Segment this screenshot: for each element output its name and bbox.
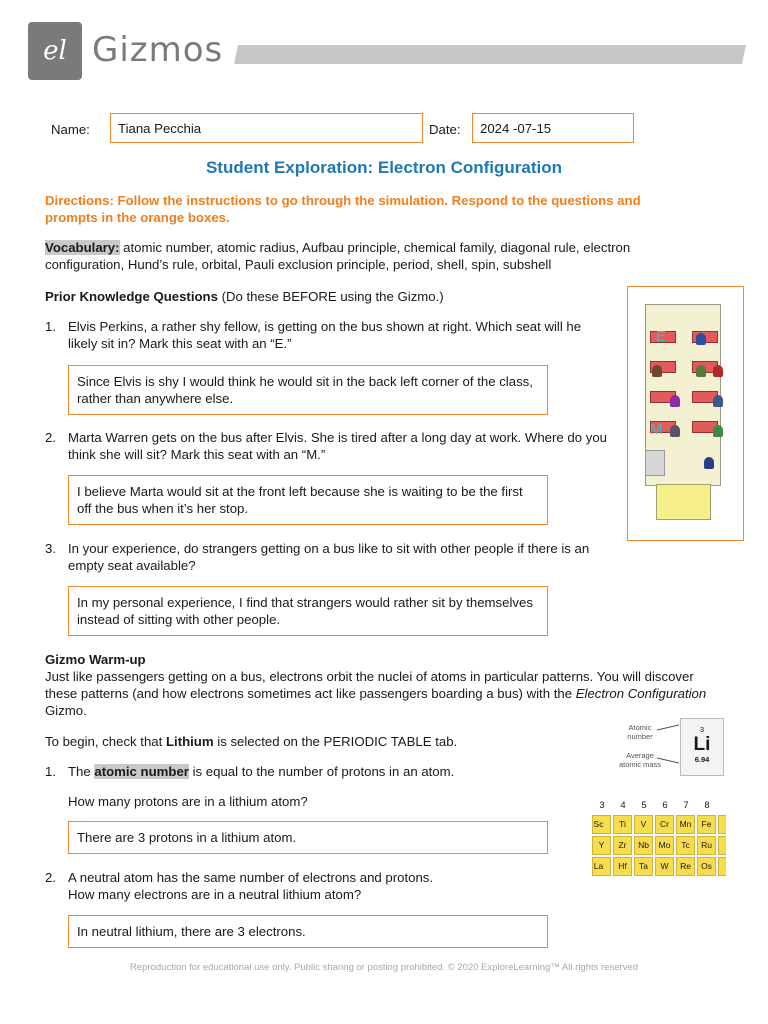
element-cell[interactable]: V: [634, 815, 653, 834]
passenger-icon: [670, 395, 680, 407]
group-header: 6: [662, 800, 668, 811]
element-cell[interactable]: Sc: [592, 815, 611, 834]
element-cell[interactable]: Ta: [634, 857, 653, 876]
average-mass-callout: Average atomic mass: [618, 751, 662, 769]
begin-lithium: Lithium: [165, 734, 214, 749]
element-cell[interactable]: Nb: [634, 836, 653, 855]
element-cell[interactable]: Y: [592, 836, 611, 855]
directions: Directions: Follow the instructions to go through the simulation. Respond to the questions and prompts in the orange boxes.: [45, 193, 641, 225]
logo-glyph: el: [43, 36, 67, 66]
name-label: Name:: [51, 122, 90, 137]
header-bar: [234, 45, 746, 64]
element-cell[interactable]: W: [655, 857, 674, 876]
explorelearning-logo: [28, 22, 82, 80]
begin-b: is selected on the PERIODIC TABLE tab.: [213, 734, 458, 749]
element-cell[interactable]: Ru: [697, 836, 716, 855]
passenger-icon: [652, 365, 662, 377]
answer-box[interactable]: There are 3 protons in a lithium atom.: [68, 821, 548, 854]
question-number: 3.: [45, 541, 56, 556]
element-number: 3: [699, 725, 705, 734]
warmup-intro: [45, 668, 725, 719]
element-cell[interactable]: Tc: [676, 836, 695, 855]
passenger-icon: [670, 425, 680, 437]
group-header: 4: [620, 800, 626, 811]
brand-name: Gizmos: [92, 30, 224, 70]
bus-door: [645, 450, 665, 476]
question-number: 1.: [45, 319, 56, 334]
answer-box[interactable]: In my personal experience, I find that strangers would rather sit by themselves instead of sitting with other people.: [68, 586, 548, 636]
warmup-heading: Gizmo Warm-up: [45, 652, 146, 667]
q1-a: The: [68, 764, 95, 779]
page-title: Student Exploration: Electron Configuration: [205, 158, 563, 177]
question-number: 2.: [45, 430, 56, 445]
group-header: 8: [704, 800, 710, 811]
vocabulary: [45, 239, 695, 273]
question-text: Marta Warren gets on the bus after Elvis. She is tired after a long day at work. Where do you think she will sit? Mark this seat with an “M.”: [68, 430, 607, 462]
warmup-q2-line1: A neutral atom has the same number of electrons and protons.: [68, 870, 434, 885]
element-cell-cut: [718, 815, 726, 834]
element-cell[interactable]: Ti: [613, 815, 632, 834]
lithium-element-tile: [680, 718, 724, 776]
periodic-table-excerpt: [592, 797, 726, 879]
warmup-q2-line2: How many electrons are in a neutral lithium atom?: [68, 887, 362, 902]
answer-box[interactable]: Since Elvis is shy I would think he would sit in the back left corner of the class, rather than anywhere else.: [68, 365, 548, 415]
passenger-icon: [696, 333, 706, 345]
seat-mark-m: M: [650, 421, 663, 438]
group-header: 3: [599, 800, 605, 811]
prior-heading-text: Prior Knowledge Questions: [45, 289, 218, 304]
warmup-intro-a: Just like passengers getting on a bus, electrons orbit the nuclei of atoms in particular patterns. You will discover these patterns (and how electrons sometimes act like passengers boarding a bus) with the: [45, 669, 694, 701]
passenger-icon: [713, 395, 723, 407]
element-mass: 6.94: [694, 755, 710, 764]
vocabulary-text: atomic number, atomic radius, Aufbau principle, chemical family, diagonal rule, electron configuration, Hund’s rule, orbital, Pauli exclusion principle, period, shell, spin, subshell: [45, 240, 631, 272]
copyright-footer: Reproduction for educational use only. Public sharing or posting prohibited. © 2020 ExploreLearning™ All rights reserved: [130, 962, 638, 973]
element-symbol: Li: [693, 734, 711, 755]
begin-a: To begin, check that: [45, 734, 166, 749]
seat-mark-e: E: [656, 328, 667, 345]
element-cell[interactable]: Re: [676, 857, 695, 876]
warmup-intro-b: Gizmo.: [45, 703, 87, 718]
prior-knowledge-heading: [45, 288, 444, 305]
callout-arrows: [655, 722, 681, 766]
passenger-icon: [713, 365, 723, 377]
atomic-number-callout: Atomic number: [627, 723, 653, 741]
answer-box[interactable]: I believe Marta would sit at the front left because she is waiting to be the first off the bus when it’s her stop.: [68, 475, 548, 525]
q1-b: is equal to the number of protons in an atom.: [188, 764, 455, 779]
element-cell[interactable]: Hf: [613, 857, 632, 876]
element-cell[interactable]: Cr: [655, 815, 674, 834]
warmup-intro-gizmo-name: Electron Configuration: [575, 686, 707, 701]
vocabulary-label: Vocabulary:: [45, 240, 120, 255]
group-header: 7: [683, 800, 689, 811]
atomic-number-term: atomic number: [94, 764, 189, 779]
element-cell[interactable]: Mo: [655, 836, 674, 855]
date-field[interactable]: 2024 -07-15: [472, 113, 634, 143]
element-cell[interactable]: Mn: [676, 815, 695, 834]
begin-instruction: [45, 733, 585, 750]
passenger-icon: [713, 425, 723, 437]
bus-front: [656, 484, 711, 520]
element-cell[interactable]: La: [592, 857, 611, 876]
passenger-icon: [696, 365, 706, 377]
question-text: In your experience, do strangers getting on a bus like to sit with other people if there is an empty seat available?: [68, 541, 590, 573]
element-cell[interactable]: Zr: [613, 836, 632, 855]
answer-box[interactable]: In neutral lithium, there are 3 electrons.: [68, 915, 548, 948]
bus-driver-icon: [704, 457, 714, 469]
element-cell-cut: [718, 857, 726, 876]
group-header: 5: [641, 800, 647, 811]
prior-heading-note: (Do these BEFORE using the Gizmo.): [217, 289, 444, 304]
element-cell[interactable]: Os: [697, 857, 716, 876]
question-number: 1.: [45, 764, 56, 779]
date-label: Date:: [429, 122, 461, 137]
question-number: 2.: [45, 870, 56, 885]
element-cell-cut: [718, 836, 726, 855]
element-cell[interactable]: Fe: [697, 815, 716, 834]
name-field[interactable]: Tiana Pecchia: [110, 113, 423, 143]
warmup-q1-text: [68, 763, 568, 780]
warmup-q1-sub: How many protons are in a lithium atom?: [68, 794, 308, 809]
question-text: Elvis Perkins, a rather shy fellow, is getting on the bus shown at right. Which seat will he likely sit in? Mark this seat with an “E.”: [68, 319, 582, 351]
